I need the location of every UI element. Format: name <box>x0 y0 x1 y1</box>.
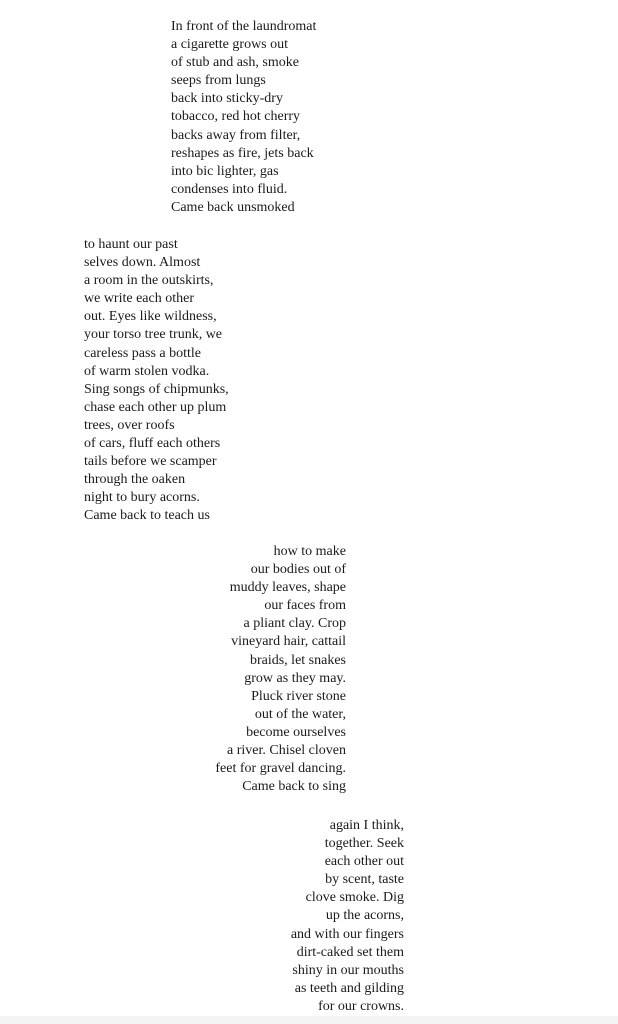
poem-line: tobacco, red hot cherry <box>171 109 301 125</box>
poem-line: Sing songs of chipmunks, <box>84 381 229 397</box>
poem-line: Came back to sing <box>242 779 346 795</box>
poem-line: clove smoke. Dig <box>305 890 404 906</box>
poem-line: vineyard hair, cattail <box>231 634 346 650</box>
poem-line: and with our fingers <box>290 926 404 942</box>
poem-line: feet for gravel dancing. <box>215 761 346 777</box>
poem-line: we write each other <box>84 291 194 307</box>
poem-line: up the acorns, <box>325 908 404 924</box>
poem-line: of warm stolen vodka. <box>84 363 210 379</box>
poem-line: careless pass a bottle <box>84 345 202 361</box>
poem-line: of stub and ash, smoke <box>171 55 299 71</box>
poem-line: by scent, taste <box>325 872 404 888</box>
poem-line: out of the water, <box>254 706 346 722</box>
poem-line: our bodies out of <box>250 562 346 578</box>
poem-line: condenses into fluid. <box>171 181 288 197</box>
poem-line: of cars, fluff each others <box>84 436 221 452</box>
poem-line: backs away from filter, <box>171 127 301 143</box>
poem-line: Pluck river stone <box>251 688 346 704</box>
stanza-1 <box>171 18 316 217</box>
poem-line: muddy leaves, shape <box>229 580 346 596</box>
poem-line: a cigarette grows out <box>171 37 289 53</box>
poem-line: your torso tree trunk, we <box>84 327 223 343</box>
poem-line: out. Eyes like wildness, <box>84 309 217 325</box>
poem-line: again I think, <box>329 818 404 833</box>
poem-line: grow as they may. <box>244 670 346 686</box>
poem-line: a room in the outskirts, <box>84 273 214 289</box>
poem-line: to haunt our past <box>84 237 178 252</box>
poem-line: our faces from <box>264 598 346 614</box>
poem-line: how to make <box>273 544 346 559</box>
poem-line: night to bury acorns. <box>84 490 200 506</box>
poem-line: chase each other up plum <box>84 399 227 415</box>
poem-line: through the oaken <box>84 472 186 488</box>
poem-line: as teeth and gilding <box>294 980 404 996</box>
stanza-2 <box>84 236 229 526</box>
poem-line: become ourselves <box>246 724 346 740</box>
poem-line: for our crowns. <box>318 998 404 1014</box>
poem-line: a river. Chisel cloven <box>227 743 346 759</box>
poem-line: seeps from lungs <box>171 73 266 89</box>
poem-line: into bic lighter, gas <box>171 163 279 179</box>
poem-line: each other out <box>324 854 404 870</box>
poem-line: dirt-caked set them <box>296 944 404 960</box>
poem-line: selves down. Almost <box>84 255 201 271</box>
poem-line: back into sticky-dry <box>171 91 283 107</box>
poem-line: Came back to teach us <box>84 508 210 524</box>
poem-line: In front of the laundromat <box>171 19 317 34</box>
poem-line: reshapes as fire, jets back <box>171 145 314 161</box>
stanza-3 <box>215 543 346 796</box>
poem-line: a pliant clay. Crop <box>243 616 346 632</box>
poem-line: shiny in our mouths <box>292 962 404 978</box>
poem-line: braids, let snakes <box>249 652 346 668</box>
poem-line: Came back unsmoked <box>171 199 295 215</box>
poem-line: tails before we scamper <box>84 454 217 470</box>
stanza-4 <box>291 817 404 1016</box>
page-bottom-edge <box>0 1016 618 1024</box>
poem-line: together. Seek <box>324 836 404 852</box>
poem-line: trees, over roofs <box>84 417 175 433</box>
